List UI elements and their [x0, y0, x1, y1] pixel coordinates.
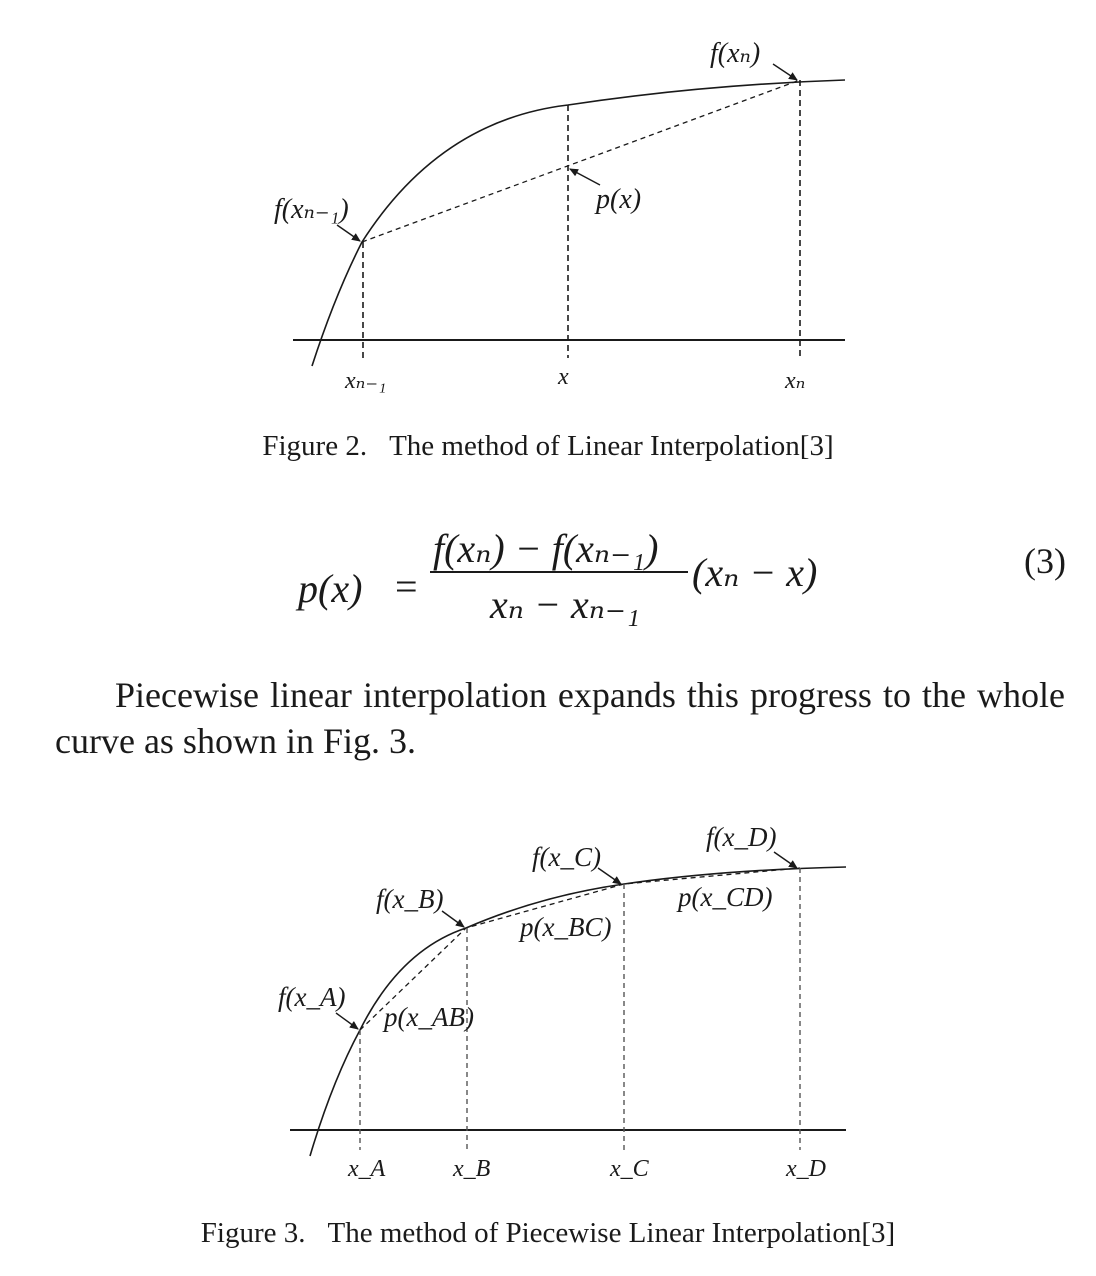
equation-number: (3) — [1024, 541, 1066, 581]
figure-2-caption-text: The method of Linear Interpolation[3] — [389, 430, 834, 462]
label-f-x-d: f(x_D) — [706, 822, 777, 852]
body-paragraph: Piecewise linear interpolation expands this progress to the whole curve as shown in Fig. 3. — [55, 675, 1065, 761]
label-p-x: p(x) — [596, 184, 642, 215]
arrow-f-n-1 — [337, 225, 360, 241]
arrow-f-b — [442, 911, 464, 927]
interpolation-line — [362, 80, 800, 242]
arrow-f-c — [598, 868, 621, 884]
equation-factor: (xₙ − x) — [692, 550, 818, 595]
figure-3-caption — [0, 1217, 1096, 1250]
label-f-x-n-1: f(xₙ₋₁) — [274, 194, 349, 225]
tick-x-n-1: xₙ₋₁ — [345, 368, 387, 394]
figure-2-number: Figure 2. — [262, 430, 368, 462]
label-p-x-cd: p(x_CD) — [678, 882, 773, 912]
tick-x-c: x_C — [610, 1156, 649, 1182]
figure-2-diagram — [0, 0, 1096, 420]
arrow-p — [570, 169, 600, 185]
equation-numerator: f(xₙ) − f(xₙ₋₁) — [433, 526, 659, 571]
equation-denominator: xₙ − xₙ₋₁ — [490, 582, 640, 627]
label-f-x-n: f(xₙ) — [710, 38, 761, 69]
tick-x: x — [558, 364, 569, 390]
equation-lhs: p(x) — [298, 566, 363, 611]
equation-3 — [0, 520, 1096, 640]
label-p-x-bc: p(x_BC) — [520, 912, 612, 942]
label-f-x-c: f(x_C) — [532, 842, 601, 872]
label-p-x-ab: p(x_AB) — [384, 1002, 474, 1032]
label-f-x-a: f(x_A) — [278, 982, 346, 1012]
tick-x-n: xₙ — [785, 368, 806, 394]
figure-3-number: Figure 3. — [200, 1217, 306, 1249]
tick-x-a: x_A — [348, 1156, 386, 1182]
figure-3-diagram — [0, 800, 1096, 1200]
arrow-f-a — [336, 1013, 358, 1029]
equation-equals: = — [395, 564, 418, 609]
arrow-f-n — [773, 64, 797, 80]
arrow-f-d — [774, 852, 797, 868]
tick-x-b: x_B — [453, 1156, 491, 1182]
function-curve — [312, 80, 845, 366]
figure-3-caption-text: The method of Piecewise Linear Interpolation[3] — [327, 1217, 896, 1249]
label-f-x-b: f(x_B) — [376, 884, 444, 914]
tick-x-d: x_D — [786, 1156, 826, 1182]
figure-2-caption — [0, 430, 1096, 463]
